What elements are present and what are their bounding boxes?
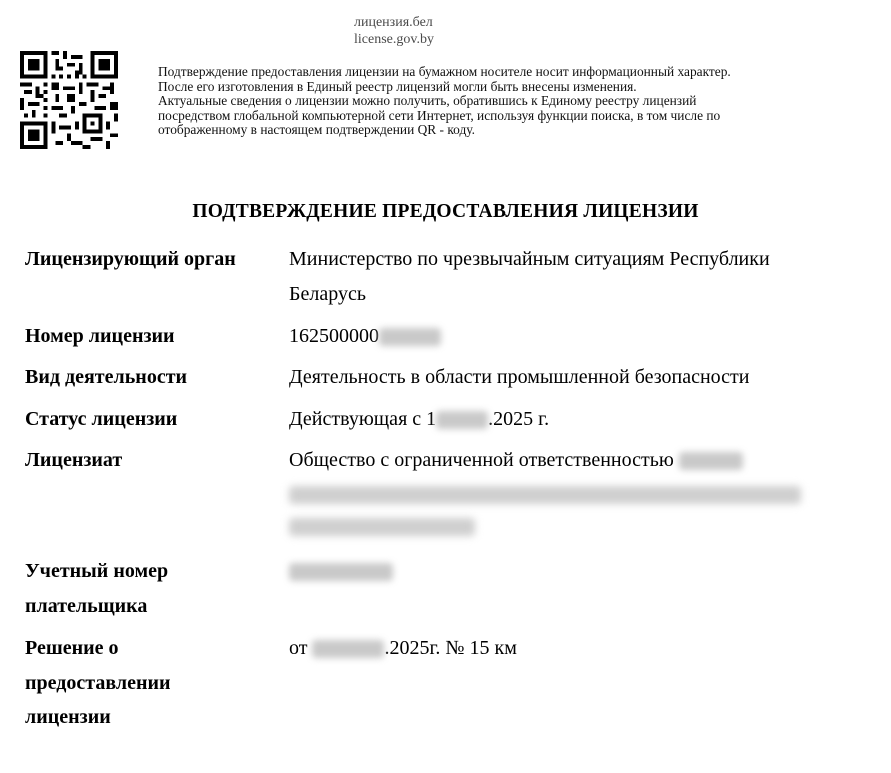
field-value-licensee xyxy=(289,443,869,544)
authority-line-2: Беларусь xyxy=(289,282,366,305)
information-notice xyxy=(158,65,878,138)
license-number-visible: 162500000 xyxy=(289,325,379,347)
redacted-blur xyxy=(289,486,801,504)
site-link-by[interactable]: лицензия.бел xyxy=(354,15,433,30)
document-title: ПОДТВЕРЖДЕНИЕ ПРЕДОСТАВЛЕНИЯ ЛИЦЕНЗИИ xyxy=(192,201,699,222)
field-label-status: Статус лицензии xyxy=(25,408,178,430)
field-value-authority xyxy=(289,242,869,311)
notice-line: Подтверждение предоставления лицензии на бумажном носителе носит информационный характер. xyxy=(158,64,731,79)
field-label-licensee: Лицензиат xyxy=(25,449,123,471)
field-label-decision xyxy=(25,631,280,735)
decision-suffix: .2025г. № 15 км xyxy=(384,637,517,659)
redacted-blur xyxy=(289,518,475,536)
redacted-blur xyxy=(312,640,384,658)
decision-prefix: от xyxy=(289,637,308,659)
field-label-activity: Вид деятельности xyxy=(25,366,188,388)
licensee-visible: Общество с ограниченной ответственностью xyxy=(289,449,674,471)
notice-line: отображенному в настоящем подтверждении QR - коду. xyxy=(158,122,476,137)
redacted-blur xyxy=(679,452,743,470)
decision-label-line-3: лицензии xyxy=(25,706,111,728)
status-prefix: Действующая с 1 xyxy=(289,408,437,430)
notice-line: посредством глобальной компьютерной сети Интернет, используя функции поиска, в том числе по xyxy=(158,107,721,123)
taxpayer-label-line-1: Учетный номер xyxy=(25,560,169,582)
notice-line: Актуальные сведения о лицензии можно получить, обратившись к Единому реестру лицензий xyxy=(158,93,697,108)
field-value-decision xyxy=(289,631,869,666)
field-value-status xyxy=(289,402,869,437)
redacted-blur xyxy=(379,328,441,346)
taxpayer-label-line-2: плательщика xyxy=(25,594,148,617)
status-suffix: .2025 г. xyxy=(488,408,550,430)
qr-code-icon xyxy=(20,51,118,149)
field-value-taxpayer xyxy=(289,554,869,589)
field-label-authority: Лицензирующий орган xyxy=(25,248,236,270)
decision-label-line-1: Решение о xyxy=(25,637,119,659)
redacted-blur xyxy=(289,563,393,581)
authority-line-1: Министерство по чрезвычайным ситуациям Республики xyxy=(289,248,770,270)
redacted-blur xyxy=(436,411,488,429)
site-links xyxy=(354,14,434,48)
notice-line: После его изготовления в Единый реестр лицензий могли быть внесены изменения. xyxy=(158,78,637,94)
field-label-taxpayer xyxy=(25,554,280,623)
field-value-activity: Деятельность в области промышленной безопасности xyxy=(289,366,750,388)
decision-label-line-2: предоставлении xyxy=(25,671,171,694)
field-value-license-number xyxy=(289,319,869,354)
site-link-latin[interactable]: license.gov.by xyxy=(354,32,434,47)
field-label-license-number: Номер лицензии xyxy=(25,325,175,347)
